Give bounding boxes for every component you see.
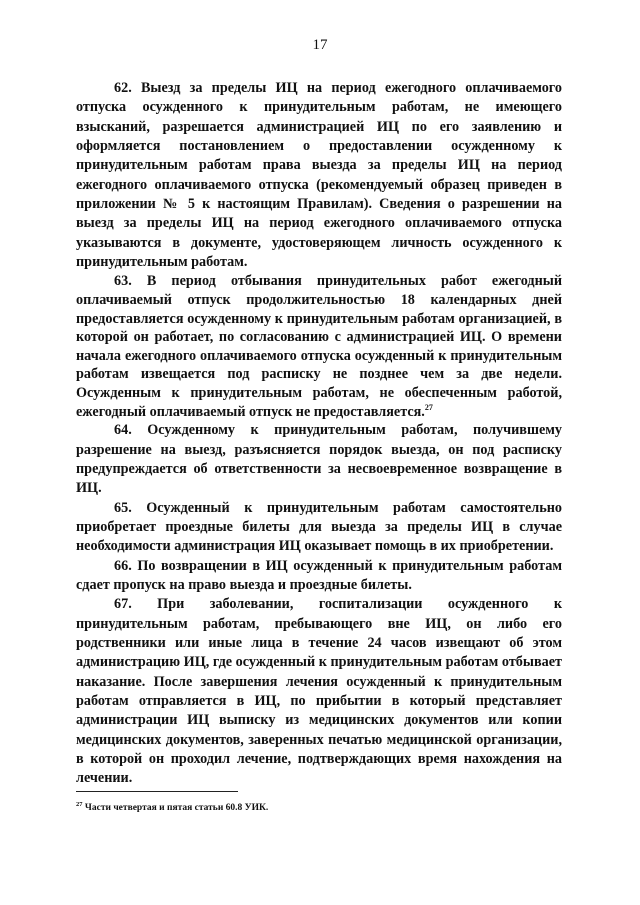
document-body <box>76 79 562 789</box>
footnote-number: 27 <box>76 801 83 808</box>
footnote <box>76 802 562 814</box>
paragraph-62: 62. Выезд за пределы ИЦ на период ежегодного оплачиваемого отпуска осужденного к принудительным работам, не имеющего взысканий, разрешается администрацией ИЦ по его заявлению и оформляется постановлением о предоставлении осужденному к принудительным работам права выезда за пределы ИЦ на период ежегодного оплачиваемого отпуска (рекомендуемый образец приведен в приложении № 5 к настоящим Правилам). Сведения о разрешении на выезд за пределы ИЦ на период ежегодного оплачиваемого отпуска указываются в документе, удостоверяющем личность осужденного к принудительным работам. <box>76 80 562 271</box>
paragraph-66: 66. По возвращении в ИЦ осужденный к принудительным работам сдает пропуск на право выезда и проездные билеты. <box>76 557 562 593</box>
footnote-text: Части четвертая и пятая статьи 60.8 УИК. <box>84 803 269 813</box>
paragraph-64: 64. Осужденному к принудительным работам, получившему разрешение на выезд, разъясняется порядок выезда, он под расписку предупреждается об ответственности за несвоевременное возвращение в ИЦ. <box>76 422 562 497</box>
paragraph-65: 65. Осужденный к принудительным работам самостоятельно приобретает проездные билеты для выезда за пределы ИЦ в случае необходимости администрация ИЦ оказывает помощь в их приобретении. <box>76 499 562 555</box>
footnote-reference[interactable]: 27 <box>424 402 433 412</box>
page-number: 17 <box>312 37 328 53</box>
footnote-divider <box>76 791 238 792</box>
paragraph-63 <box>76 272 562 421</box>
paragraph-63-text: 63. В период отбывания принудительных работ ежегодный оплачиваемый отпуск продолжительностью 18 календарных дней предоставляется осужденному к принудительным работам организацией, в которой он работает, по согласованию с администрацией ИЦ. О времени начала ежегодного оплачиваемого отпуска осужденный к принудительным работам извещается под расписку не позднее чем за две недели. Осужденным к принудительным работам, не обеспеченным работой, ежегодный оплачиваемый отпуск не предоставляется. <box>76 273 562 420</box>
paragraph-67: 67. При заболевании, госпитализации осужденного к принудительным работам, пребывающего вне ИЦ, он либо его родственники или иные лица в течение 24 часов извещают об этом администрацию ИЦ, где осужденный к принудительным работам отбывает наказание. После завершения лечения осужденный к принудительным работам отправляется в ИЦ, по прибытии в который представляет администрации ИЦ выписку из медицинских документов или копии медицинских документов, заверенных печатью медицинской организации, в которой он проходил лечение, подтверждающих время нахождения на лечении. <box>76 596 562 787</box>
